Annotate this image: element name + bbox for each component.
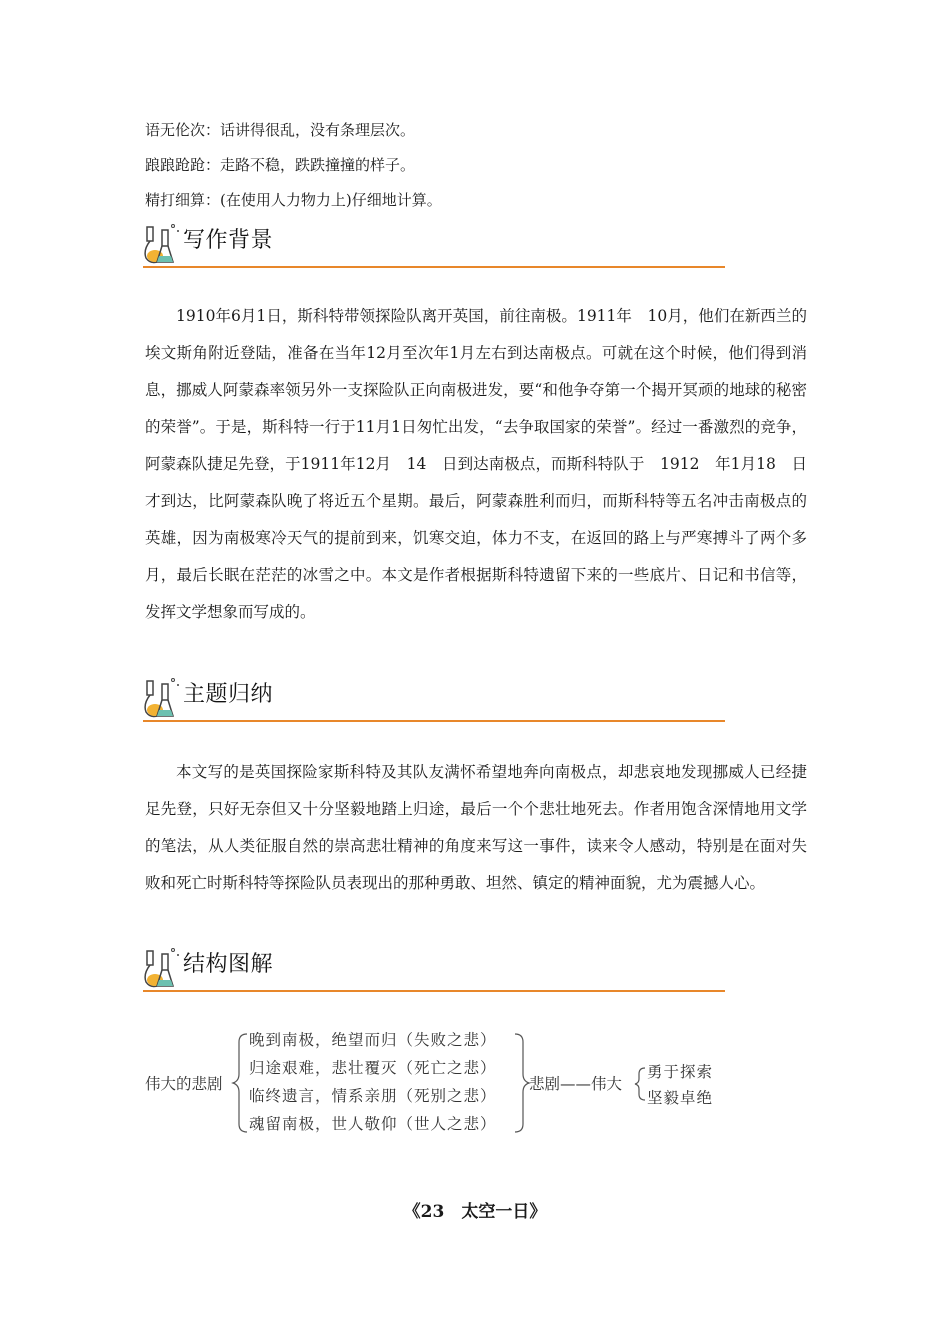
structure-diagram [145,1028,785,1138]
diagram-leaf: 坚毅卓绝 [647,1089,714,1107]
section-title: 主题归纳 [183,682,274,707]
section-title: 结构图解 [183,952,274,977]
section-title: 写作背景 [183,228,274,253]
section-divider [143,720,725,722]
left-brace [233,1034,247,1132]
flask-icon [143,222,181,266]
diagram-branch: 临终遗言，情系亲朋（死别之悲） [249,1087,497,1105]
diagram-branch: 晚到南极，绝望而归（失败之悲） [249,1031,497,1049]
theme-paragraph: 本文写的是英国探险家斯科特及其队友满怀希望地奔向南极点，却悲哀地发现挪威人已经捷足先登，只好无奈但又十分坚毅地踏上归途，最后一个个悲壮地死去。作者用饱含深情地用文学的笔法，从人类征服自然的崇高悲壮精神的角度来写这一事件，读来令人感动，特别是在面对失败和死亡时斯科特等探险队员表现出的那种勇敢、坦然、镇定的精神面貌，尤为震撼人心。 [145,763,807,892]
vocab-line-1: 语无伦次：话讲得很乱，没有条理层次。 [145,121,416,139]
section-header-background [143,220,725,268]
section-divider [143,266,725,268]
diagram-middle: 悲剧——伟大 [529,1075,623,1093]
diagram-branch: 归途艰难，悲壮覆灭（死亡之悲） [249,1059,497,1077]
diagram-branch: 魂留南极，世人敬仰（世人之悲） [249,1115,497,1133]
flask-icon [143,676,181,720]
diagram-leaf: 勇于探索 [647,1063,714,1081]
section-divider [143,990,725,992]
right-brace [515,1034,529,1132]
section-header-structure [143,944,725,992]
vocab-line-2: 踉踉跄跄：走路不稳，跌跌撞撞的样子。 [145,156,416,174]
small-brace [635,1068,645,1100]
next-lesson-title: 《23 太空一日》 [403,1202,547,1222]
background-paragraph: 1910年6月1日，斯科特带领探险队离开英国，前往南极。1911年 10月，他们在新西兰的埃文斯角附近登陆，准备在当年12月至次年1月左右到达南极点。可就在这个时候，他们得到消息，挪威人阿蒙森率领另外一支探险队正向南极进发，要“和他争夺第一个揭开冥顽的地球的秘密的荣誉”。于是，斯科特一行于11月1日匆忙出发，“去争取国家的荣誉”。经过一番激烈的竞争，阿蒙森队捷足先登，于1911年12月 14 日到达南极点，而斯科特队于 1912 年1月18 日才到达，比阿蒙森队晚了将近五个星期。最后，阿蒙森胜利而归，而斯科特等五名冲击南极点的英雄，因为南极寒冷天气的提前到来，饥寒交迫，体力不支，在返回的路上与严寒搏斗了两个多月，最后长眠在茫茫的冰雪之中。本文是作者根据斯科特遗留下来的一些底片、日记和书信等，发挥文学想象而写成的。 [145,307,807,621]
vocab-line-3: 精打细算：(在使用人力物力上)仔细地计算。 [145,191,442,209]
flask-icon [143,946,181,990]
diagram-root: 伟大的悲剧 [145,1075,223,1093]
section-header-theme [143,674,725,722]
